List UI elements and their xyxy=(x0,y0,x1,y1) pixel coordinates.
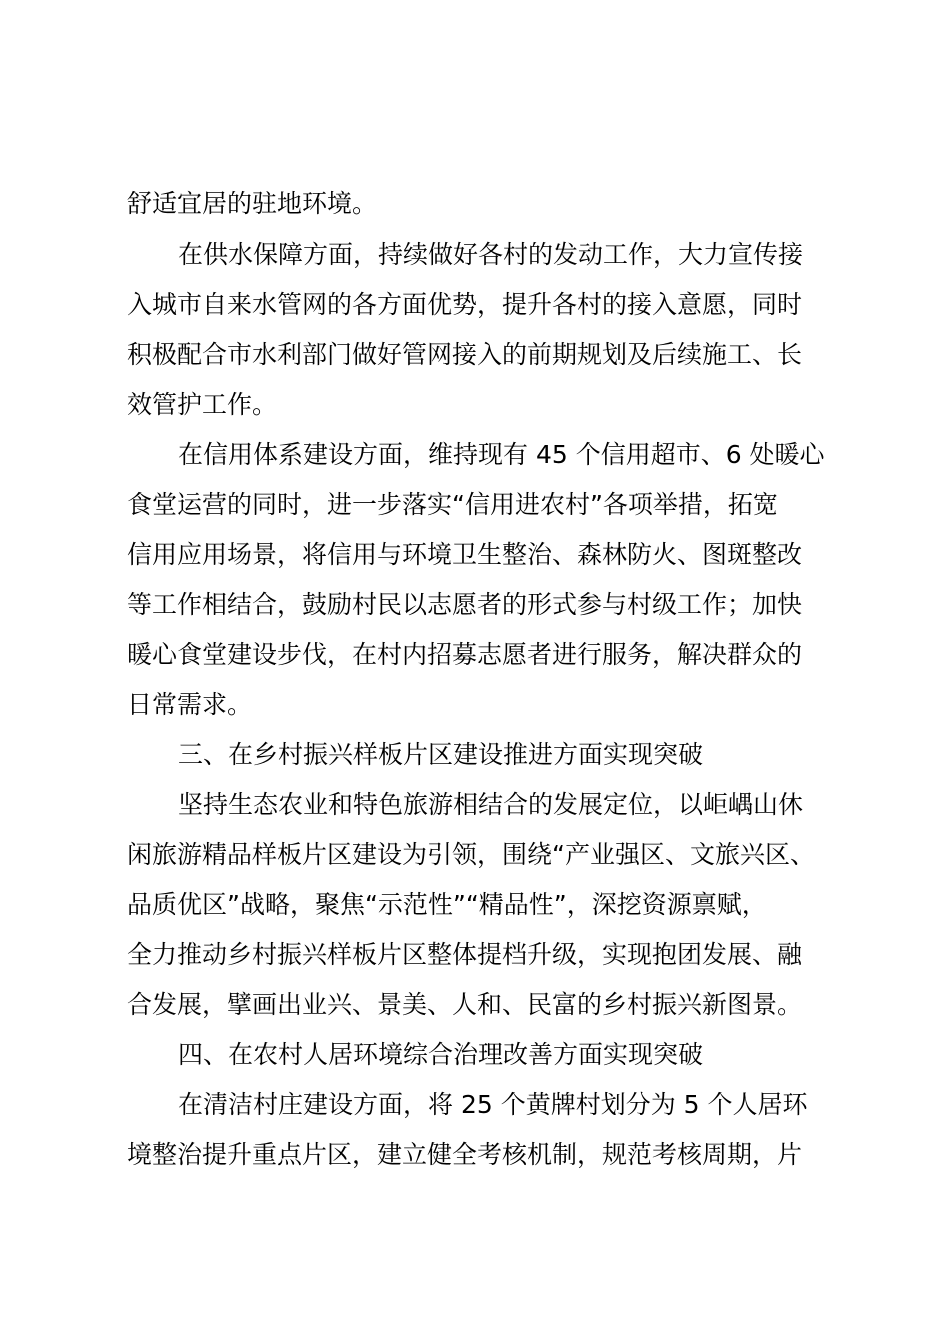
text-line: 等工作相结合，鼓励村民以志愿者的形式参与村级工作；加快 xyxy=(127,590,803,619)
text-line: 积极配合市水利部门做好管网接入的前期规划及后续施工、长 xyxy=(127,340,803,369)
paragraph-first-line: 坚持生态农业和特色旅游相结合的发展定位，以岠嵎山休 xyxy=(178,790,804,819)
paragraph-first-line: 在信用体系建设方面，维持现有 45 个信用超市、6 处暖心 xyxy=(178,440,825,469)
text-line: 食堂运营的同时，进一步落实“信用进农村”各项举措，拓宽 xyxy=(127,490,778,519)
text-line: 舒适宜居的驻地环境。 xyxy=(127,189,378,218)
paragraph-first-line: 在供水保障方面，持续做好各村的发动工作，大力宣传接 xyxy=(178,240,804,269)
paragraph-first-line: 在清洁村庄建设方面，将 25 个黄牌村划分为 5 个人居环 xyxy=(178,1090,808,1119)
text-line: 信用应用场景，将信用与环境卫生整治、森林防火、图斑整改 xyxy=(127,540,803,569)
text-line: 闲旅游精品样板片区建设为引领，围绕“产业强区、文旅兴区、 xyxy=(127,840,815,869)
text-line: 日常需求。 xyxy=(127,690,253,719)
section-heading: 四、在农村人居环境综合治理改善方面实现突破 xyxy=(178,1040,704,1069)
text-line: 全力推动乡村振兴样板片区整体提档升级，实现抱团发展、融 xyxy=(127,940,803,969)
text-line: 品质优区”战略，聚焦“示范性”“精品性”，深挖资源禀赋， xyxy=(127,890,767,919)
section-heading: 三、在乡村振兴样板片区建设推进方面实现突破 xyxy=(178,740,704,769)
text-line: 效管护工作。 xyxy=(127,390,278,419)
text-line: 合发展，擘画出业兴、景美、人和、民富的乡村振兴新图景。 xyxy=(127,990,803,1019)
text-line: 境整治提升重点片区，建立健全考核机制，规范考核周期，片 xyxy=(127,1140,803,1169)
text-line: 暖心食堂建设步伐，在村内招募志愿者进行服务，解决群众的 xyxy=(127,640,803,669)
text-line: 入城市自来水管网的各方面优势，提升各村的接入意愿，同时 xyxy=(127,290,803,319)
